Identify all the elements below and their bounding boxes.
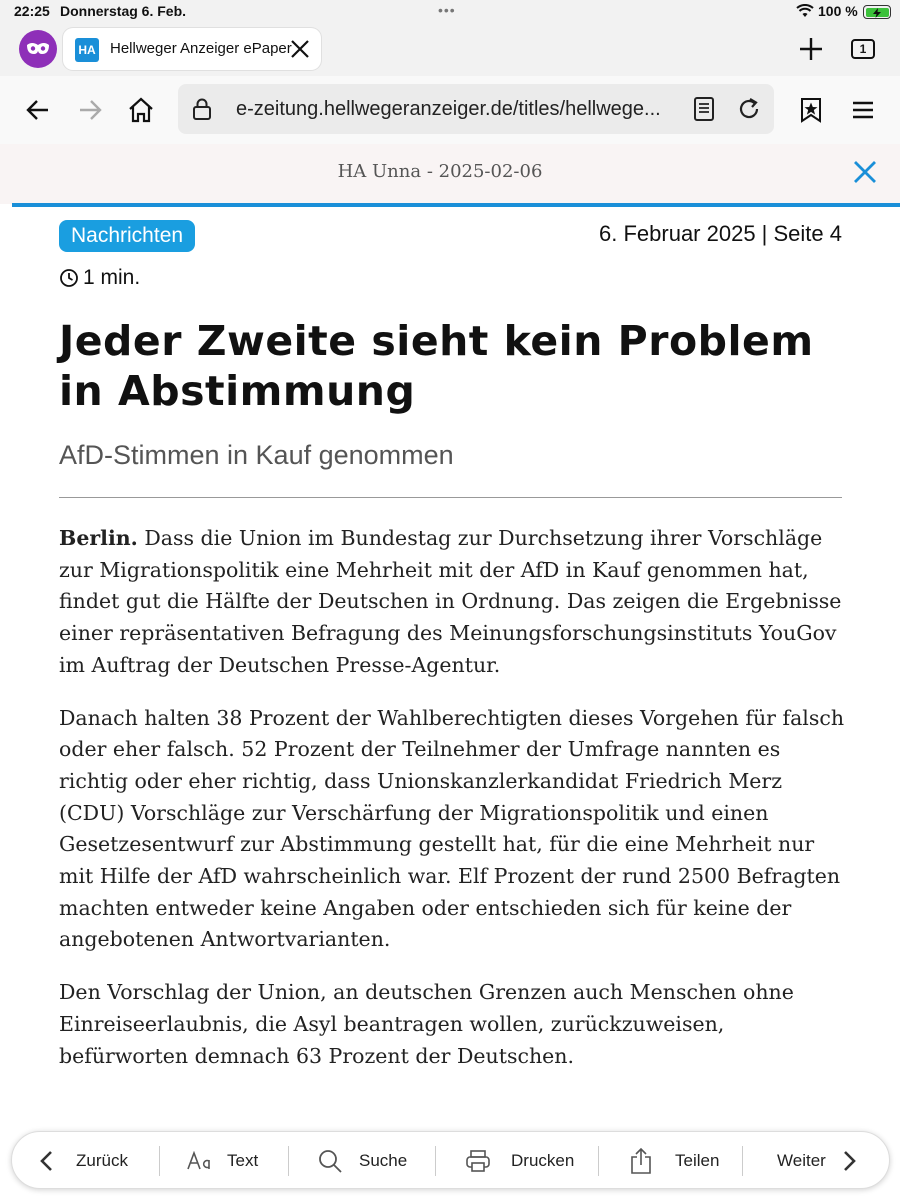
home-icon[interactable] [127,96,155,124]
article-paragraph [59,523,849,682]
status-date: Donnerstag 6. Feb. [60,3,187,19]
battery-icon [863,5,891,19]
tab-count-button[interactable]: 1 [851,39,875,59]
text-label: Text [227,1151,259,1170]
text-size-icon [187,1151,213,1171]
read-time-label: 1 min. [83,266,141,289]
text-button[interactable] [187,1132,258,1190]
article-paragraph: Danach halten 38 Prozent der Wahlberechtigten dieses Vorgehen für falsch oder eher falsch. 52 Prozent der Teilnehmer der Umfrage nannten es richtig oder eher richtig, dass Unionskanzlerkandidat Friedrich Merz (CDU) Vorschläge zur Verschärfung der Migrationspolitik und einen Gesetzesentwurf zur Abstimmung gestellt hat, für die eine Mehrheit nur mit Hilfe der AfD wahrscheinlich war. Elf Prozent der rund 2500 Befragten machten entweder keine Angaben oder entschieden sich für keine der angebotenen Antwortvarianten. [59,705,845,952]
status-time: 22:25 [14,3,50,19]
category-badge[interactable]: Nachrichten [59,220,195,252]
clock-icon [59,268,79,288]
search-icon [317,1148,343,1174]
toolbar-separator [288,1146,289,1176]
forward-arrow-icon[interactable] [76,96,104,124]
battery-percent: 100 % [818,3,858,19]
site-favicon: HA [75,38,99,62]
article-date-page: 6. Februar 2025 | Seite 4 [599,221,842,246]
private-mask-icon[interactable] [19,30,57,68]
back-arrow-icon[interactable] [24,96,52,124]
toolbar-separator [159,1146,160,1176]
lock-icon [191,97,213,121]
new-tab-icon[interactable] [798,36,824,62]
dateline: Berlin. [59,526,138,550]
tab-title: Hellweger Anzeiger ePaper [110,40,292,57]
tab-strip [0,24,900,76]
close-tab-icon[interactable] [289,38,311,60]
chevron-left-icon [38,1150,56,1172]
back-label: Zurück [76,1151,128,1170]
headline-divider [59,497,842,498]
edition-label: HA Unna - 2025-02-06 [337,161,543,182]
share-label: Teilen [675,1151,720,1170]
back-button[interactable] [38,1132,128,1190]
wifi-icon [796,4,814,18]
article-headline: Jeder Zweite sieht kein Problem in Abstimmung [59,317,814,415]
url-text[interactable]: e-zeitung.hellwegeranzeiger.de/titles/hellwege... [236,98,661,120]
print-icon [465,1149,491,1173]
edition-strip [0,144,900,204]
tab-active[interactable] [63,28,321,70]
read-time [59,266,140,290]
close-icon[interactable] [852,159,878,185]
print-button[interactable] [465,1132,574,1190]
chevron-right-icon [840,1150,858,1172]
next-label: Weiter [777,1151,826,1170]
search-button[interactable] [317,1132,407,1190]
reader-icon[interactable] [693,96,715,122]
share-icon [629,1147,653,1175]
bookmark-star-icon[interactable] [797,96,825,124]
share-button[interactable] [629,1132,719,1190]
bottom-toolbar [11,1131,890,1189]
next-button[interactable] [777,1132,858,1190]
article-body [59,523,849,1093]
paragraph-text: Dass die Union im Bundestag zur Durchsetzung ihrer Vorschläge zur Migrationspolitik eine Mehrheit mit der AfD in Kauf genommen hat, findet gut die Hälfte der Deutschen in Ordnung. Das zeigen die Ergebnisse einer repräsentativen Befragung des Meinungsforschungsinstituts YouGov im Auftrag der Deutschen Presse-Agentur. [59,526,842,677]
search-label: Suche [359,1151,408,1170]
address-bar[interactable] [178,84,774,134]
menu-icon[interactable] [849,96,877,124]
toolbar-separator [598,1146,599,1176]
multitasking-dots-icon[interactable]: ••• [438,2,456,18]
accent-divider [12,203,900,207]
print-label: Drucken [511,1151,575,1170]
reload-icon[interactable] [736,96,762,122]
nav-toolbar [0,76,900,144]
article-paragraph: Den Vorschlag der Union, an deutschen Grenzen auch Menschen ohne Einreiseerlaubnis, die Asyl beantragen wollen, zurückzuweisen, befürworten demnach 63 Prozent der Deutschen. [59,980,794,1068]
status-bar [0,0,900,24]
toolbar-separator [742,1146,743,1176]
toolbar-separator [435,1146,436,1176]
article-subtitle: AfD-Stimmen in Kauf genommen [59,440,454,470]
